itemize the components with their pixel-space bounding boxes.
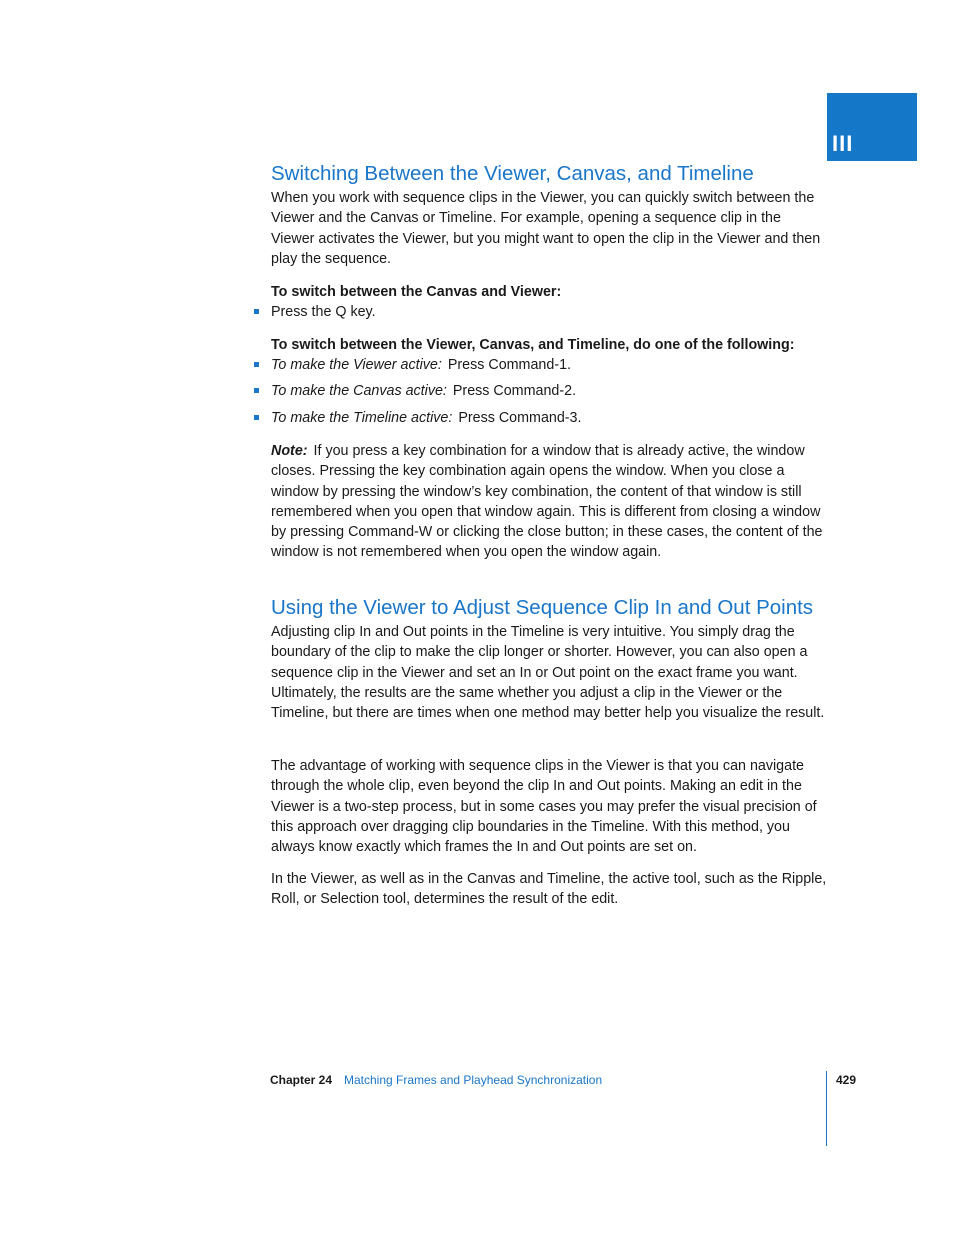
footer-divider	[826, 1071, 827, 1146]
bullet-item	[271, 302, 376, 322]
bullet-label: To make the Canvas active:	[271, 383, 447, 399]
bullet-square-icon	[254, 309, 259, 314]
task2-lead: To switch between the Viewer, Canvas, and Timeline, do one of the following:	[271, 337, 795, 353]
page-number: 429	[836, 1073, 857, 1087]
bullet-item	[271, 355, 571, 375]
section-heading-switching: Switching Between the Viewer, Canvas, and Timeline	[271, 162, 754, 185]
bullet-square-icon	[254, 362, 259, 367]
bullet-label: To make the Timeline active:	[271, 410, 453, 426]
bullet-square-icon	[254, 388, 259, 393]
bullet-square-icon	[254, 415, 259, 420]
task1-lead: To switch between the Canvas and Viewer:	[271, 284, 562, 300]
bullet-label: To make the Viewer active:	[271, 357, 442, 373]
bullet-item	[271, 408, 581, 428]
part-tab	[827, 93, 917, 161]
bullet-text: Press the Q key.	[271, 304, 376, 320]
section1-intro: When you work with sequence clips in the Viewer, you can quickly switch between the Viewer and the Canvas or Timeline. For example, opening a sequence clip in the Viewer activates the Viewer, but you might want to open the clip in the Viewer and then play the sequence.	[271, 190, 821, 267]
part-tab-label: III	[832, 131, 854, 156]
footer-chapter-title: Matching Frames and Playhead Synchronization	[344, 1073, 603, 1087]
section2-para2: The advantage of working with sequence clips in the Viewer is that you can navigate through the whole clip, even beyond the clip In and Out points. Making an edit in the Viewer is a two-step process, but in some cases you may prefer the visual precision of this approach over dragging clip boundaries in the Timeline. With this method, you always know exactly which frames the In and Out points are set on.	[271, 758, 817, 856]
note-label: Note:	[271, 443, 308, 459]
footer-chapter: Chapter 24	[270, 1073, 333, 1087]
bullet-text: Press Command-2.	[452, 383, 577, 399]
bullet-text: Press Command-3.	[458, 410, 582, 426]
bullet-text: Press Command-1.	[447, 357, 572, 373]
note-paragraph	[271, 441, 827, 563]
section2-para1: Adjusting clip In and Out points in the Timeline is very intuitive. You simply drag the boundary of the clip to make the clip longer or shorter. However, you can also open a sequence clip in the Viewer and set an In or Out point on the exact frame you want. Ultimately, the results are the same whether you adjust a clip in the Viewer or the Timeline, but there are times when one method may better help you visualize the result.	[271, 624, 825, 722]
note-text: If you press a key combination for a window that is already active, the window closes. Pressing the key combination again opens the window. When you close a window by pressing the window’s key combination, the content of that window is still remembered when you open that window again. This is different from closing a window by pressing Command-W or clicking the close button; in these cases, the content of the window is not remembered when you open the window again.	[271, 443, 823, 561]
section2-para3: In the Viewer, as well as in the Canvas and Timeline, the active tool, such as the Ripple, Roll, or Selection tool, determines the result of the edit.	[271, 871, 827, 908]
bullet-item	[271, 381, 576, 401]
section-heading-adjust: Using the Viewer to Adjust Sequence Clip In and Out Points	[271, 596, 814, 619]
